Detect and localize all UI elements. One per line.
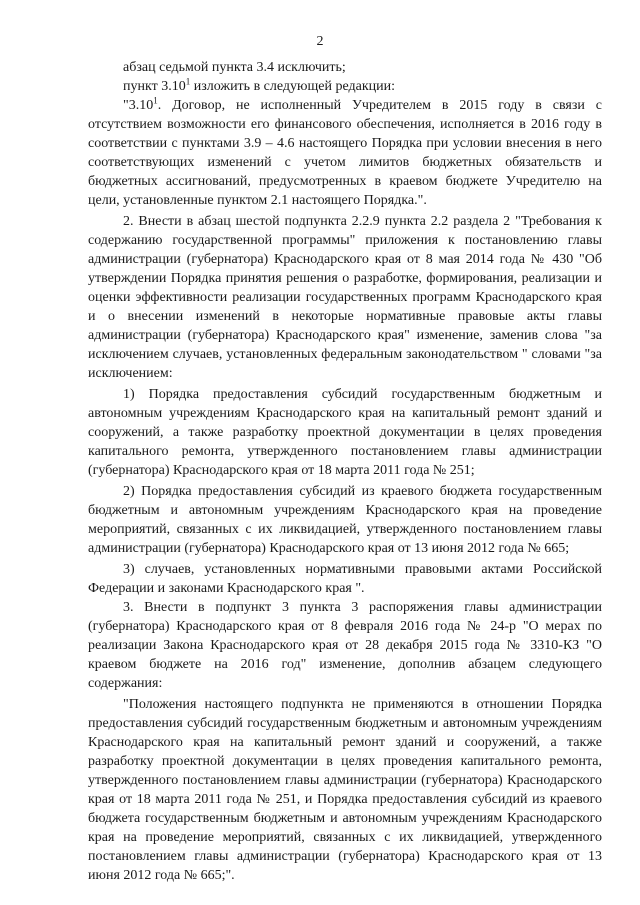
paragraph-delete-3-4: абзац седьмой пункта 3.4 исключить; <box>123 60 346 75</box>
paragraph-item-3: 3. Внести в подпункт 3 пункта 3 распоряжения главы администрации (губернатора) Краснодарского края от 8 февраля 2016 года № 24-р "О мерах по реализации Закона Краснодарского края от 28 декабря 2015 года № 3310-КЗ "О краевом бюджете на 2016 год" изменение, дополнив абзацем следующего содержания: <box>88 600 602 691</box>
paragraph-text-end: изложить в следующей редакции: <box>190 79 396 94</box>
page-number: 2 <box>316 34 324 49</box>
superscript-index: 1 <box>185 76 191 87</box>
superscript-index: 1 <box>153 95 158 106</box>
paragraph-text-start: "3.10 <box>123 98 154 113</box>
paragraph-quoted-addition: "Положения настоящего подпункта не применяются в отношении Порядка предоставления субсидий государственным бюджетным и автономным учреждениям Краснодарского края на капитальный ремонт зданий и сооружений, а также разработку проектной документации в целях проведения капитального ремонта, утвержденного постановлением главы администрации (губернатора) Краснодарского края от 18 марта 2011 года № 251, и Порядка предоставления субсидий из краевого бюджета государственным бюджетным и автономным учреждениям Краснодарского края на проведение мероприятий, связанных с их ликвидацией, утвержденного постановлением главы администрации (губернатора) Краснодарского края от 13 июня 2012 года № 665;". <box>88 697 602 883</box>
paragraph-subitem-2: 2) Порядка предоставления субсидий из краевого бюджета государственным бюджетным и автономным учреждениям Краснодарского края на проведение мероприятий, связанных с их ликвидацией, утвержденного постановлением главы администрации (губернатора) Краснодарского края от 13 июня 2012 года № 665; <box>88 484 602 556</box>
paragraph-subitem-1: 1) Порядка предоставления субсидий государственным бюджетным и автономным учреждениям Краснодарского края на капитальный ремонт зданий и сооружений, а также разработку проектной документации в целях проведения капитального ремонта, утвержденного постановлением главы администрации (губернатора) Краснодарского края от 18 марта 2011 года № 251; <box>88 387 602 478</box>
paragraph-text-start: пункт 3.10 <box>123 79 186 94</box>
paragraph-item-3-10-1-text <box>88 96 602 210</box>
paragraph-text-end: . Договор, не исполненный Учредителем в 2015 году в связи с отсутствием возможности его финансового обеспечения, исполняется в 2016 году в соответствии с пунктами 3.9 – 4.6 настоящего Порядка при условии внесения в него соответствующих изменений с учетом лимитов бюджетных обязательств и бюджетных ассигнований, предусмотренных в краевом бюджете Учредителю на цели, установленные пунктом 2.1 настоящего Порядка.". <box>88 98 602 208</box>
paragraph-subitem-3: 3) случаев, установленных нормативными правовыми актами Российской Федерации и законами Краснодарского края ". <box>88 562 602 596</box>
document-body <box>88 58 602 885</box>
paragraph-item-3-10-1-intro <box>88 77 602 96</box>
paragraph-item-2: 2. Внести в абзац шестой подпункта 2.2.9 пункта 2.2 раздела 2 "Требования к содержанию государственной программы" приложения к постановлению главы администрации (губернатора) Краснодарского края от 8 мая 2014 года № 430 "Об утверждении Порядка принятия решения о разработке, формирования, реализации и оценки эффективности реализации государственных программ Краснодарского края и о внесении изменений в некоторые нормативные правовые акты главы администрации (губернатора) Краснодарского края" изменение, заменив слова "за исключением случаев, установленных федеральным законодательством " словами "за исключением: <box>88 214 602 381</box>
